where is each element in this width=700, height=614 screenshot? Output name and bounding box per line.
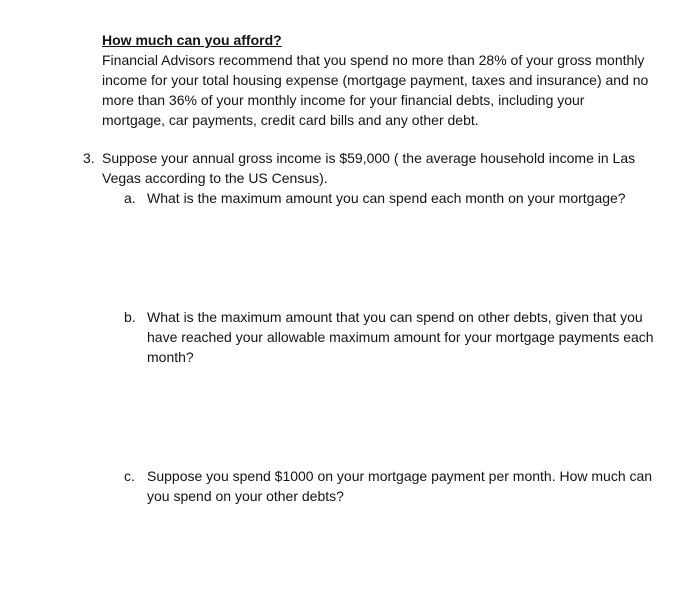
section-heading: How much can you afford?	[102, 32, 282, 48]
question-3c-text: Suppose you spend $1000 on your mortgage payment per month. How much can you spend on your other debts?	[147, 468, 653, 504]
question-3-number: 3.	[83, 150, 95, 166]
intro-paragraph: Financial Advisors recommend that you spend no more than 28% of your gross monthly income for your total housing expense (mortgage payment, taxes and insurance) and no more than 36% of your monthly income for your financial debts, including your mortgage, car payments, credit card bills and any other debt.	[102, 52, 649, 128]
question-3a-letter: a.	[124, 190, 136, 206]
question-3a-text: What is the maximum amount you can spend each month on your mortgage?	[147, 190, 626, 206]
question-3-text: Suppose your annual gross income is $59,000 ( the average household income in Las Vegas according to the US Census).	[102, 150, 636, 186]
question-3b-letter: b.	[124, 309, 136, 325]
question-3b-text: What is the maximum amount that you can spend on other debts, given that you have reached your allowable maximum amount for your mortgage payments each month?	[147, 309, 654, 365]
question-3c-letter: c.	[124, 468, 135, 484]
